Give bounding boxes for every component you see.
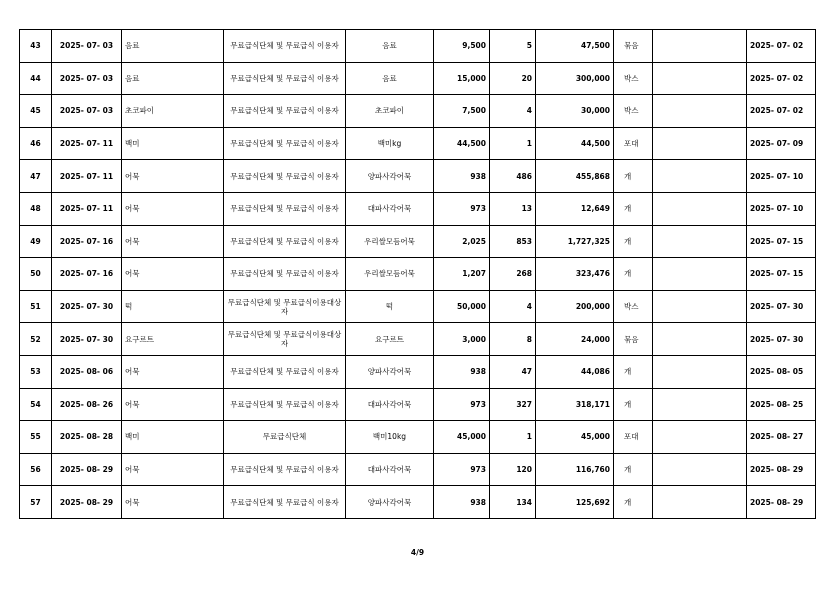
date-cell: 2025- 08- 29 bbox=[52, 453, 122, 486]
date-cell: 2025- 07- 11 bbox=[52, 127, 122, 160]
item-cell: 음료 bbox=[122, 30, 224, 63]
row-number-cell: 52 bbox=[20, 323, 52, 356]
product-name-cell: 우리쌀모듬어묵 bbox=[346, 258, 434, 291]
table-row bbox=[20, 421, 816, 454]
target-cell: 무료급식단체 및 무료급식 이용자 bbox=[224, 355, 346, 388]
unit-cell: 묶음 bbox=[614, 323, 653, 356]
target-cell: 무료급식단체 및 무료급식이용대상자 bbox=[224, 290, 346, 323]
target-cell: 무료급식단체 bbox=[224, 421, 346, 454]
delivery-date-cell: 2025- 07- 10 bbox=[747, 192, 816, 225]
date-cell: 2025- 08- 26 bbox=[52, 388, 122, 421]
amount-cell: 318,171 bbox=[536, 388, 614, 421]
row-number-cell: 44 bbox=[20, 62, 52, 95]
date-cell: 2025- 08- 29 bbox=[52, 486, 122, 519]
amount-cell: 323,476 bbox=[536, 258, 614, 291]
unit-price-cell: 44,500 bbox=[434, 127, 490, 160]
quantity-cell: 47 bbox=[490, 355, 536, 388]
unit-cell: 개 bbox=[614, 258, 653, 291]
product-name-cell: 음료 bbox=[346, 30, 434, 63]
amount-cell: 125,692 bbox=[536, 486, 614, 519]
unit-price-cell: 15,000 bbox=[434, 62, 490, 95]
unit-cell: 개 bbox=[614, 192, 653, 225]
date-cell: 2025- 08- 28 bbox=[52, 421, 122, 454]
amount-cell: 44,500 bbox=[536, 127, 614, 160]
amount-cell: 47,500 bbox=[536, 30, 614, 63]
amount-cell: 1,727,325 bbox=[536, 225, 614, 258]
amount-cell: 300,000 bbox=[536, 62, 614, 95]
unit-price-cell: 2,025 bbox=[434, 225, 490, 258]
target-cell: 무료급식단체 및 무료급식이용대상자 bbox=[224, 323, 346, 356]
unit-price-cell: 938 bbox=[434, 486, 490, 519]
date-cell: 2025- 07- 16 bbox=[52, 225, 122, 258]
amount-cell: 12,649 bbox=[536, 192, 614, 225]
table-row bbox=[20, 388, 816, 421]
row-number-cell: 45 bbox=[20, 95, 52, 128]
item-cell: 어묵 bbox=[122, 355, 224, 388]
item-cell: 어묵 bbox=[122, 388, 224, 421]
product-name-cell: 떡 bbox=[346, 290, 434, 323]
unit-price-cell: 973 bbox=[434, 453, 490, 486]
quantity-cell: 4 bbox=[490, 290, 536, 323]
quantity-cell: 486 bbox=[490, 160, 536, 193]
item-cell: 어묵 bbox=[122, 160, 224, 193]
target-cell: 무료급식단체 및 무료급식 이용자 bbox=[224, 192, 346, 225]
quantity-cell: 134 bbox=[490, 486, 536, 519]
target-cell: 무료급식단체 및 무료급식 이용자 bbox=[224, 388, 346, 421]
note-cell bbox=[653, 62, 747, 95]
delivery-date-cell: 2025- 08- 29 bbox=[747, 453, 816, 486]
quantity-cell: 268 bbox=[490, 258, 536, 291]
unit-cell: 개 bbox=[614, 355, 653, 388]
table-row bbox=[20, 95, 816, 128]
delivery-date-cell: 2025- 08- 29 bbox=[747, 486, 816, 519]
table-row bbox=[20, 225, 816, 258]
unit-cell: 박스 bbox=[614, 62, 653, 95]
unit-price-cell: 50,000 bbox=[434, 290, 490, 323]
delivery-date-cell: 2025- 08- 05 bbox=[747, 355, 816, 388]
unit-price-cell: 1,207 bbox=[434, 258, 490, 291]
unit-price-cell: 973 bbox=[434, 192, 490, 225]
note-cell bbox=[653, 95, 747, 128]
quantity-cell: 1 bbox=[490, 421, 536, 454]
delivery-date-cell: 2025- 07- 15 bbox=[747, 225, 816, 258]
table-row bbox=[20, 62, 816, 95]
target-cell: 무료급식단체 및 무료급식 이용자 bbox=[224, 127, 346, 160]
quantity-cell: 853 bbox=[490, 225, 536, 258]
delivery-date-cell: 2025- 07- 30 bbox=[747, 290, 816, 323]
table-row bbox=[20, 258, 816, 291]
product-name-cell: 우리쌀모듬어묵 bbox=[346, 225, 434, 258]
unit-cell: 개 bbox=[614, 388, 653, 421]
date-cell: 2025- 07- 11 bbox=[52, 160, 122, 193]
date-cell: 2025- 07- 30 bbox=[52, 323, 122, 356]
product-name-cell: 음료 bbox=[346, 62, 434, 95]
row-number-cell: 57 bbox=[20, 486, 52, 519]
delivery-date-cell: 2025- 07- 30 bbox=[747, 323, 816, 356]
row-number-cell: 56 bbox=[20, 453, 52, 486]
note-cell bbox=[653, 388, 747, 421]
date-cell: 2025- 07- 03 bbox=[52, 95, 122, 128]
page-number: 4/9 bbox=[410, 548, 425, 557]
target-cell: 무료급식단체 및 무료급식 이용자 bbox=[224, 95, 346, 128]
amount-cell: 45,000 bbox=[536, 421, 614, 454]
note-cell bbox=[653, 160, 747, 193]
target-cell: 무료급식단체 및 무료급식 이용자 bbox=[224, 486, 346, 519]
product-name-cell: 요구르트 bbox=[346, 323, 434, 356]
product-name-cell: 백미10kg bbox=[346, 421, 434, 454]
amount-cell: 24,000 bbox=[536, 323, 614, 356]
row-number-cell: 47 bbox=[20, 160, 52, 193]
date-cell: 2025- 07- 03 bbox=[52, 30, 122, 63]
unit-price-cell: 9,500 bbox=[434, 30, 490, 63]
target-cell: 무료급식단체 및 무료급식 이용자 bbox=[224, 258, 346, 291]
amount-cell: 44,086 bbox=[536, 355, 614, 388]
delivery-date-cell: 2025- 07- 02 bbox=[747, 95, 816, 128]
note-cell bbox=[653, 30, 747, 63]
product-name-cell: 백미kg bbox=[346, 127, 434, 160]
row-number-cell: 49 bbox=[20, 225, 52, 258]
product-name-cell: 양파사각어묵 bbox=[346, 486, 434, 519]
date-cell: 2025- 07- 30 bbox=[52, 290, 122, 323]
unit-cell: 포대 bbox=[614, 127, 653, 160]
item-cell: 떡 bbox=[122, 290, 224, 323]
quantity-cell: 13 bbox=[490, 192, 536, 225]
item-cell: 초코파이 bbox=[122, 95, 224, 128]
note-cell bbox=[653, 258, 747, 291]
item-cell: 어묵 bbox=[122, 225, 224, 258]
note-cell bbox=[653, 127, 747, 160]
unit-cell: 묶음 bbox=[614, 30, 653, 63]
row-number-cell: 43 bbox=[20, 30, 52, 63]
amount-cell: 30,000 bbox=[536, 95, 614, 128]
delivery-date-cell: 2025- 08- 25 bbox=[747, 388, 816, 421]
row-number-cell: 51 bbox=[20, 290, 52, 323]
table-row bbox=[20, 486, 816, 519]
quantity-cell: 327 bbox=[490, 388, 536, 421]
unit-price-cell: 45,000 bbox=[434, 421, 490, 454]
quantity-cell: 8 bbox=[490, 323, 536, 356]
date-cell: 2025- 07- 11 bbox=[52, 192, 122, 225]
unit-cell: 개 bbox=[614, 160, 653, 193]
table-row bbox=[20, 30, 816, 63]
product-name-cell: 대파사각어묵 bbox=[346, 192, 434, 225]
unit-price-cell: 973 bbox=[434, 388, 490, 421]
note-cell bbox=[653, 290, 747, 323]
note-cell bbox=[653, 323, 747, 356]
amount-cell: 200,000 bbox=[536, 290, 614, 323]
unit-price-cell: 938 bbox=[434, 160, 490, 193]
item-cell: 백미 bbox=[122, 421, 224, 454]
table-row bbox=[20, 355, 816, 388]
note-cell bbox=[653, 486, 747, 519]
row-number-cell: 50 bbox=[20, 258, 52, 291]
item-cell: 백미 bbox=[122, 127, 224, 160]
note-cell bbox=[653, 355, 747, 388]
ledger-body bbox=[20, 30, 816, 519]
product-name-cell: 대파사각어묵 bbox=[346, 453, 434, 486]
row-number-cell: 55 bbox=[20, 421, 52, 454]
unit-cell: 박스 bbox=[614, 95, 653, 128]
unit-price-cell: 7,500 bbox=[434, 95, 490, 128]
unit-price-cell: 938 bbox=[434, 355, 490, 388]
target-cell: 무료급식단체 및 무료급식 이용자 bbox=[224, 453, 346, 486]
note-cell bbox=[653, 192, 747, 225]
row-number-cell: 48 bbox=[20, 192, 52, 225]
table-row bbox=[20, 160, 816, 193]
row-number-cell: 54 bbox=[20, 388, 52, 421]
donation-ledger-table bbox=[19, 29, 816, 519]
row-number-cell: 53 bbox=[20, 355, 52, 388]
delivery-date-cell: 2025- 08- 27 bbox=[747, 421, 816, 454]
product-name-cell: 초코파이 bbox=[346, 95, 434, 128]
amount-cell: 116,760 bbox=[536, 453, 614, 486]
table-row bbox=[20, 290, 816, 323]
quantity-cell: 120 bbox=[490, 453, 536, 486]
item-cell: 요구르트 bbox=[122, 323, 224, 356]
unit-cell: 개 bbox=[614, 225, 653, 258]
table-row bbox=[20, 127, 816, 160]
amount-cell: 455,868 bbox=[536, 160, 614, 193]
table-row bbox=[20, 192, 816, 225]
date-cell: 2025- 07- 03 bbox=[52, 62, 122, 95]
unit-cell: 포대 bbox=[614, 421, 653, 454]
quantity-cell: 20 bbox=[490, 62, 536, 95]
note-cell bbox=[653, 421, 747, 454]
item-cell: 어묵 bbox=[122, 453, 224, 486]
date-cell: 2025- 07- 16 bbox=[52, 258, 122, 291]
quantity-cell: 1 bbox=[490, 127, 536, 160]
target-cell: 무료급식단체 및 무료급식 이용자 bbox=[224, 30, 346, 63]
product-name-cell: 대파사각어묵 bbox=[346, 388, 434, 421]
note-cell bbox=[653, 453, 747, 486]
target-cell: 무료급식단체 및 무료급식 이용자 bbox=[224, 225, 346, 258]
unit-cell: 개 bbox=[614, 453, 653, 486]
product-name-cell: 양파사각어묵 bbox=[346, 160, 434, 193]
delivery-date-cell: 2025- 07- 02 bbox=[747, 30, 816, 63]
unit-price-cell: 3,000 bbox=[434, 323, 490, 356]
table-row bbox=[20, 453, 816, 486]
target-cell: 무료급식단체 및 무료급식 이용자 bbox=[224, 160, 346, 193]
item-cell: 어묵 bbox=[122, 192, 224, 225]
item-cell: 어묵 bbox=[122, 486, 224, 519]
delivery-date-cell: 2025- 07- 02 bbox=[747, 62, 816, 95]
quantity-cell: 5 bbox=[490, 30, 536, 63]
date-cell: 2025- 08- 06 bbox=[52, 355, 122, 388]
delivery-date-cell: 2025- 07- 09 bbox=[747, 127, 816, 160]
item-cell: 어묵 bbox=[122, 258, 224, 291]
item-cell: 음료 bbox=[122, 62, 224, 95]
product-name-cell: 양파사각어묵 bbox=[346, 355, 434, 388]
delivery-date-cell: 2025- 07- 10 bbox=[747, 160, 816, 193]
unit-cell: 개 bbox=[614, 486, 653, 519]
unit-cell: 박스 bbox=[614, 290, 653, 323]
target-cell: 무료급식단체 및 무료급식 이용자 bbox=[224, 62, 346, 95]
delivery-date-cell: 2025- 07- 15 bbox=[747, 258, 816, 291]
quantity-cell: 4 bbox=[490, 95, 536, 128]
row-number-cell: 46 bbox=[20, 127, 52, 160]
table-row bbox=[20, 323, 816, 356]
note-cell bbox=[653, 225, 747, 258]
